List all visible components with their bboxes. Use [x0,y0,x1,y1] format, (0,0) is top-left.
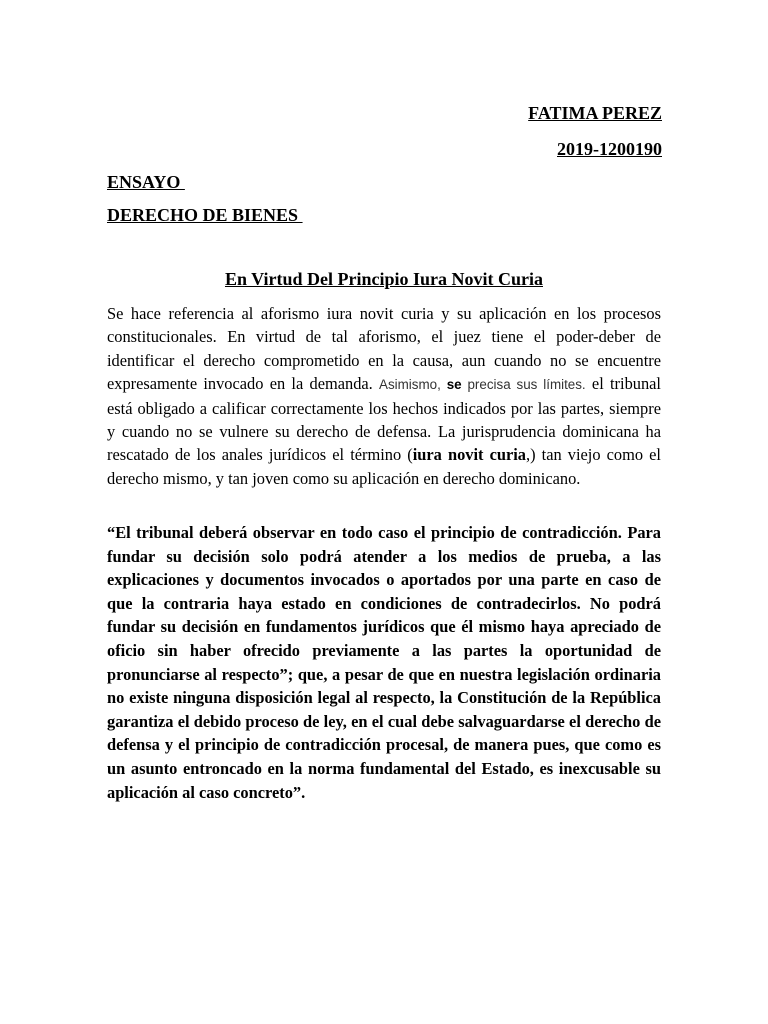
paragraph-1-sans-bold: se [446,377,462,393]
subject-heading: DERECHO DE BIENES [107,205,303,225]
student-id: 2019-1200190 [557,139,662,159]
paragraph-1-bold-term: iura novit curia [412,445,526,465]
body-paragraph-1 [107,302,661,490]
paragraph-1-sans-a: Asimismo, [379,377,447,393]
body-paragraph-2-quote: “El tribunal deberá observar en todo caso el principio de contradicción. Para fundar su decisión solo podrá atender a los medios de prueba, a las explicaciones y documentos invocados o aportados por una parte en caso de que la contraria haya estado en condiciones de contradecirlos. No podrá fundar su decisión en fundamentos jurídicos que él mismo haya apreciado de oficio sin haber ofrecido previamente a las partes la oportunidad de pronunciarse al respecto”; que, a pesar de que en nuestra legislación ordinaria no existe ninguna disposición legal al respecto, la Constitución de la República garantiza el debido proceso de ley, en el cual debe salvaguardarse el derecho de defensa y el principio de contradicción procesal, de manera pues, que como es un asunto entroncado en la norma fundamental del Estado, es inexcusable su aplicación al caso concreto”. [107,523,661,802]
paragraph-1-sans-segment [379,377,586,392]
paragraph-1-text-a: Se hace referencia al aforismo iura novit curia y su aplicación en los procesos constitucionales. En virtud de tal aforismo, el juez tiene el poder-deber de identificar el derecho comprometido en la causa, aun cuando no se encuentre expresamente invocado en la demanda. [107,304,661,394]
author-name: FATIMA PEREZ [528,103,662,123]
document-type-heading: ENSAYO [107,172,185,192]
paragraph-1-text-b: el tribunal está obligado a calificar correctamente los hechos indicados por las partes, siempre y cuando no se vulnere su derecho de defensa. La jurisprudencia dominicana ha rescatado de los anales jurídicos el término ( [107,374,661,465]
paragraph-1-text-c: ,) tan viejo como el derecho mismo, y tan joven como su aplicación en derecho dominicano. [107,445,661,488]
paragraph-1-sans-b: precisa sus límites. [461,377,586,393]
essay-title: En Virtud Del Principio Iura Novit Curia [224,269,543,289]
